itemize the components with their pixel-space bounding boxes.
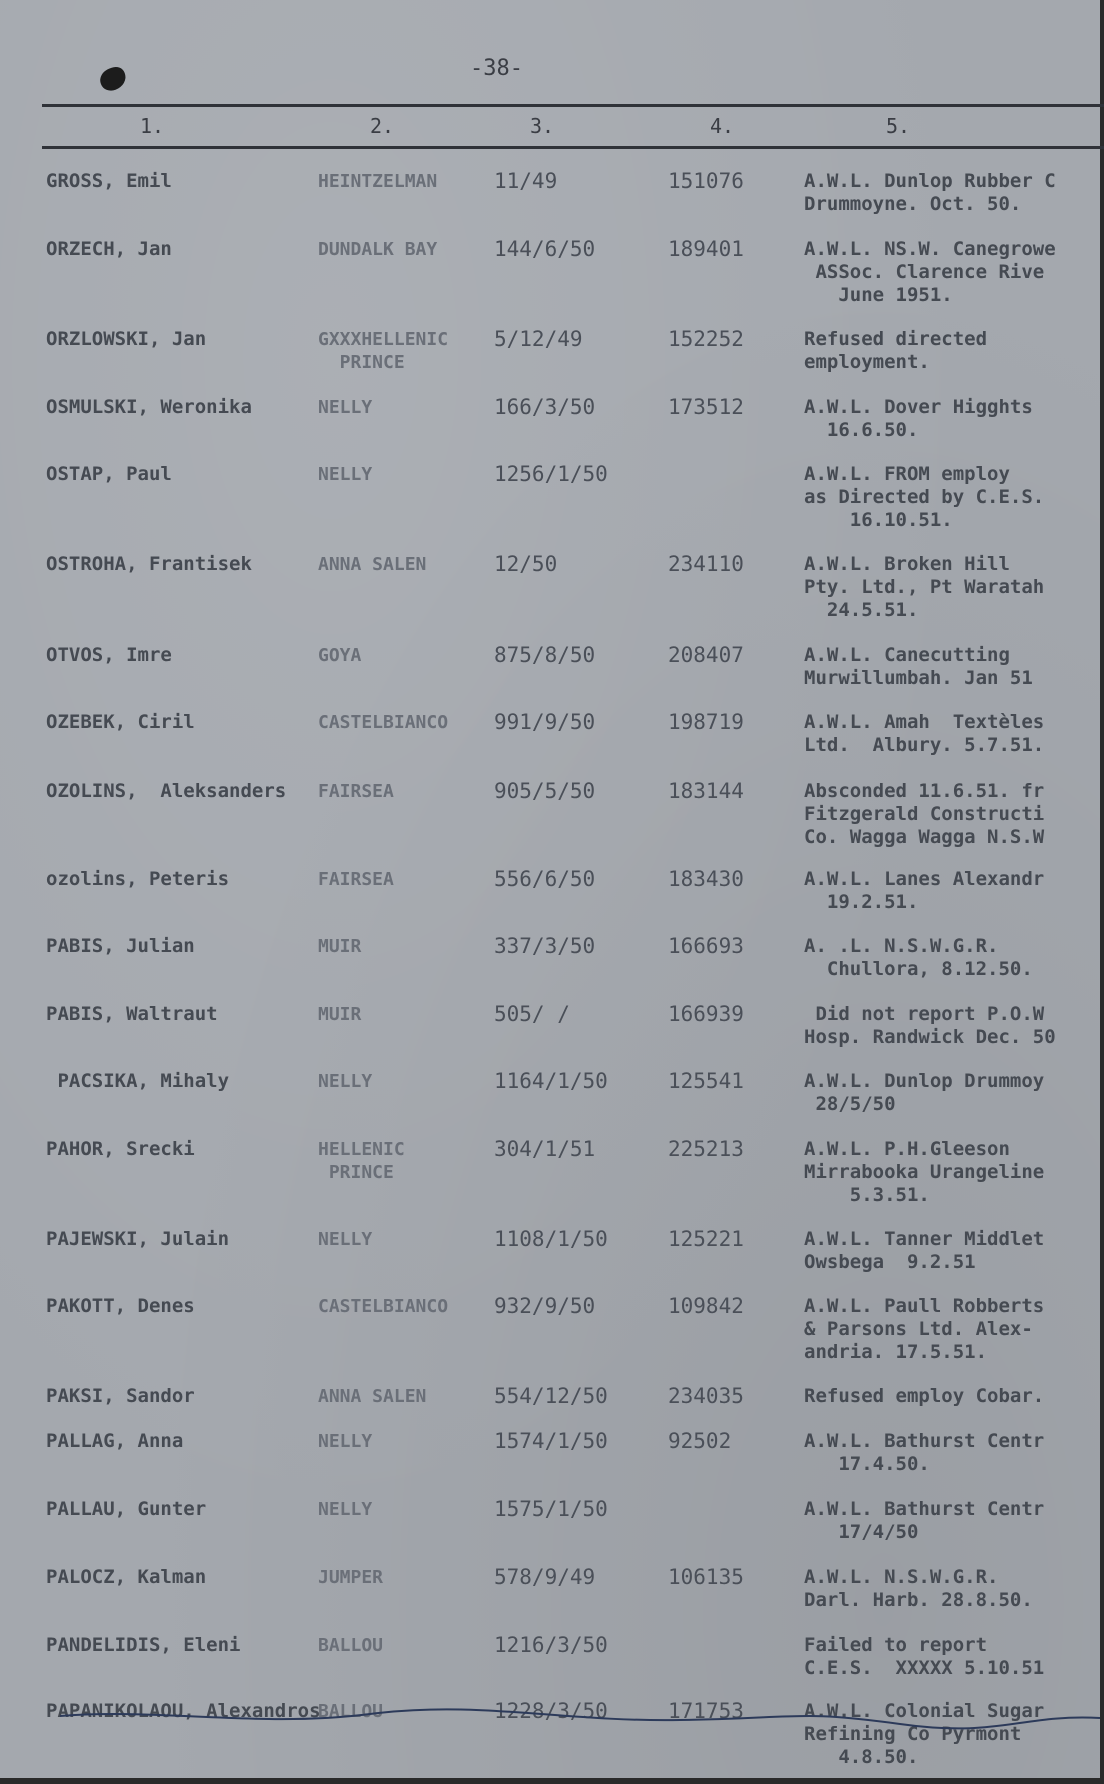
registration-number: 166693 bbox=[668, 934, 744, 958]
person-name: OZOLINS, Aleksanders bbox=[46, 780, 287, 802]
reference-number: 12/50 bbox=[494, 552, 558, 576]
reference-number: 337/3/50 bbox=[494, 934, 596, 958]
reference-number: 166/3/50 bbox=[494, 395, 596, 419]
remarks-text: A. .L. N.S.W.G.R. Chullora, 8.12.50. bbox=[804, 935, 1033, 980]
scan-edge-bottom bbox=[0, 1778, 1104, 1784]
registration-number: 208407 bbox=[668, 643, 744, 667]
reference-number: 144/6/50 bbox=[494, 237, 596, 261]
ship-name: GXXXHELLENIC PRINCE bbox=[318, 329, 449, 373]
column-header-2: 2. bbox=[370, 114, 395, 138]
remarks-text: Refused directed employment. bbox=[804, 328, 988, 373]
ship-name: ANNA SALEN bbox=[318, 554, 427, 575]
registration-number: 234110 bbox=[668, 552, 744, 576]
ship-name: CASTELBIANCO bbox=[318, 1296, 449, 1317]
registration-number: 152252 bbox=[668, 327, 744, 351]
ink-blot-mark bbox=[97, 64, 129, 94]
remarks-text: A.W.L. Canecutting Murwillumbah. Jan 51 bbox=[804, 644, 1033, 689]
ship-name: BALLOU bbox=[318, 1635, 384, 1656]
ship-name: NELLY bbox=[318, 1431, 373, 1452]
reference-number: 932/9/50 bbox=[494, 1294, 596, 1318]
ship-name: CASTELBIANCO bbox=[318, 712, 449, 733]
ship-name: ANNA SALEN bbox=[318, 1386, 427, 1407]
registration-number: 125541 bbox=[668, 1069, 744, 1093]
remarks-text: A.W.L. P.H.Gleeson Mirrabooka Urangeline 5.3.51. bbox=[804, 1138, 1045, 1206]
ship-name: GOYA bbox=[318, 645, 362, 666]
registration-number: 109842 bbox=[668, 1294, 744, 1318]
remarks-text: A.W.L. Dover Higghts 16.6.50. bbox=[804, 396, 1033, 441]
registration-number: 125221 bbox=[668, 1227, 744, 1251]
person-name: OZEBEK, Ciril bbox=[46, 711, 195, 733]
remarks-text: A.W.L. NS.W. Canegrowe ASSoc. Clarence Rive June 1951. bbox=[804, 238, 1056, 306]
registration-number: 183144 bbox=[668, 779, 744, 803]
ship-name: HELLENIC PRINCE bbox=[318, 1139, 405, 1183]
header-rule-bottom bbox=[42, 146, 1104, 149]
reference-number: 5/12/49 bbox=[494, 327, 583, 351]
person-name: OSMULSKI, Weronika bbox=[46, 396, 252, 418]
person-name: GROSS, Emil bbox=[46, 170, 172, 192]
registration-number: 225213 bbox=[668, 1137, 744, 1161]
remarks-text: Failed to report C.E.S. XXXXX 5.10.51 bbox=[804, 1634, 1045, 1679]
remarks-text: A.W.L. Paull Robberts & Parsons Ltd. Alex- andria. 17.5.51. bbox=[804, 1295, 1045, 1363]
remarks-text: A.W.L. Amah Textèles Ltd. Albury. 5.7.51. bbox=[804, 711, 1045, 756]
ship-name: NELLY bbox=[318, 1071, 373, 1092]
person-name: PACSIKA, Mihaly bbox=[46, 1070, 230, 1092]
registration-number: 166939 bbox=[668, 1002, 744, 1026]
remarks-text: A.W.L. FROM employ as Directed by C.E.S. 16.10.51. bbox=[804, 463, 1045, 531]
ship-name: NELLY bbox=[318, 1499, 373, 1520]
reference-number: 1164/1/50 bbox=[494, 1069, 608, 1093]
remarks-text: A.W.L. Dunlop Rubber C Drummoyne. Oct. 50. bbox=[804, 170, 1056, 215]
reference-number: 875/8/50 bbox=[494, 643, 596, 667]
ship-name: NELLY bbox=[318, 1229, 373, 1250]
reference-number: 1216/3/50 bbox=[494, 1633, 608, 1657]
column-header-4: 4. bbox=[710, 114, 735, 138]
ship-name: HEINTZELMAN bbox=[318, 171, 438, 192]
remarks-text: Absconded 11.6.51. fr Fitzgerald Constructi Co. Wagga Wagga N.S.W bbox=[804, 780, 1045, 848]
ship-name: MUIR bbox=[318, 936, 362, 957]
registration-number: 171753 bbox=[668, 1699, 744, 1723]
registration-number: 183430 bbox=[668, 867, 744, 891]
reference-number: 1108/1/50 bbox=[494, 1227, 608, 1251]
header-rule-top bbox=[42, 104, 1104, 107]
reference-number: 304/1/51 bbox=[494, 1137, 596, 1161]
person-name: OSTAP, Paul bbox=[46, 463, 172, 485]
remarks-text: Did not report P.O.W Hosp. Randwick Dec. 50 bbox=[804, 1003, 1056, 1048]
remarks-text: A.W.L. Lanes Alexandr 19.2.51. bbox=[804, 868, 1045, 913]
ship-name: NELLY bbox=[318, 397, 373, 418]
person-name: PAHOR, Srecki bbox=[46, 1138, 195, 1160]
remarks-text: A.W.L. Colonial Sugar Refining Co Pyrmont 4.8.50. bbox=[804, 1700, 1045, 1768]
person-name: ORZECH, Jan bbox=[46, 238, 172, 260]
person-name: PABIS, Waltraut bbox=[46, 1003, 218, 1025]
person-name: PAKSI, Sandor bbox=[46, 1385, 195, 1407]
registration-number: 173512 bbox=[668, 395, 744, 419]
page-number: -38- bbox=[470, 56, 523, 81]
reference-number: 1256/1/50 bbox=[494, 462, 608, 486]
reference-number: 1575/1/50 bbox=[494, 1497, 608, 1521]
remarks-text: A.W.L. Tanner Middlet Owsbega 9.2.51 bbox=[804, 1228, 1045, 1273]
remarks-text: A.W.L. N.S.W.G.R. Darl. Harb. 28.8.50. bbox=[804, 1566, 1033, 1611]
ship-name: FAIRSEA bbox=[318, 869, 394, 890]
column-header-3: 3. bbox=[530, 114, 555, 138]
reference-number: 556/6/50 bbox=[494, 867, 596, 891]
column-header-5: 5. bbox=[886, 114, 911, 138]
reference-number: 1228/3/50 bbox=[494, 1699, 608, 1723]
person-name: PALLAG, Anna bbox=[46, 1430, 184, 1452]
reference-number: 505/ / bbox=[494, 1002, 570, 1026]
strike-through-mark bbox=[40, 1700, 1104, 1740]
reference-number: 1574/1/50 bbox=[494, 1429, 608, 1453]
ship-name: BALLOU bbox=[318, 1701, 384, 1722]
registration-number: 92502 bbox=[668, 1429, 732, 1453]
reference-number: 11/49 bbox=[494, 169, 558, 193]
remarks-text: A.W.L. Bathurst Centr 17.4.50. bbox=[804, 1430, 1045, 1475]
person-name: PALOCZ, Kalman bbox=[46, 1566, 207, 1588]
person-name: OTVOS, Imre bbox=[46, 644, 172, 666]
registration-number: 151076 bbox=[668, 169, 744, 193]
person-name: PAPANIKOLAOU, Alexandros bbox=[46, 1700, 321, 1722]
reference-number: 991/9/50 bbox=[494, 710, 596, 734]
person-name: PALLAU, Gunter bbox=[46, 1498, 207, 1520]
reference-number: 554/12/50 bbox=[494, 1384, 608, 1408]
registration-number: 106135 bbox=[668, 1565, 744, 1589]
ship-name: JUMPER bbox=[318, 1567, 384, 1588]
ship-name: FAIRSEA bbox=[318, 781, 394, 802]
person-name: OSTROHA, Frantisek bbox=[46, 553, 252, 575]
remarks-text: A.W.L. Bathurst Centr 17/4/50 bbox=[804, 1498, 1045, 1543]
registration-number: 234035 bbox=[668, 1384, 744, 1408]
ship-name: MUIR bbox=[318, 1004, 362, 1025]
registration-number: 198719 bbox=[668, 710, 744, 734]
person-name: ORZLOWSKI, Jan bbox=[46, 328, 207, 350]
person-name: ozolins, Peteris bbox=[46, 868, 230, 890]
ship-name: DUNDALK BAY bbox=[318, 239, 438, 260]
person-name: PABIS, Julian bbox=[46, 935, 195, 957]
person-name: PAKOTT, Denes bbox=[46, 1295, 195, 1317]
column-header-1: 1. bbox=[140, 114, 165, 138]
reference-number: 905/5/50 bbox=[494, 779, 596, 803]
remarks-text: A.W.L. Dunlop Drummoy 28/5/50 bbox=[804, 1070, 1045, 1115]
reference-number: 578/9/49 bbox=[494, 1565, 596, 1589]
person-name: PAJEWSKI, Julain bbox=[46, 1228, 230, 1250]
remarks-text: A.W.L. Broken Hill Pty. Ltd., Pt Waratah 24.5.51. bbox=[804, 553, 1045, 621]
remarks-text: Refused employ Cobar. bbox=[804, 1385, 1045, 1407]
registration-number: 189401 bbox=[668, 237, 744, 261]
person-name: PANDELIDIS, Eleni bbox=[46, 1634, 241, 1656]
ship-name: NELLY bbox=[318, 464, 373, 485]
